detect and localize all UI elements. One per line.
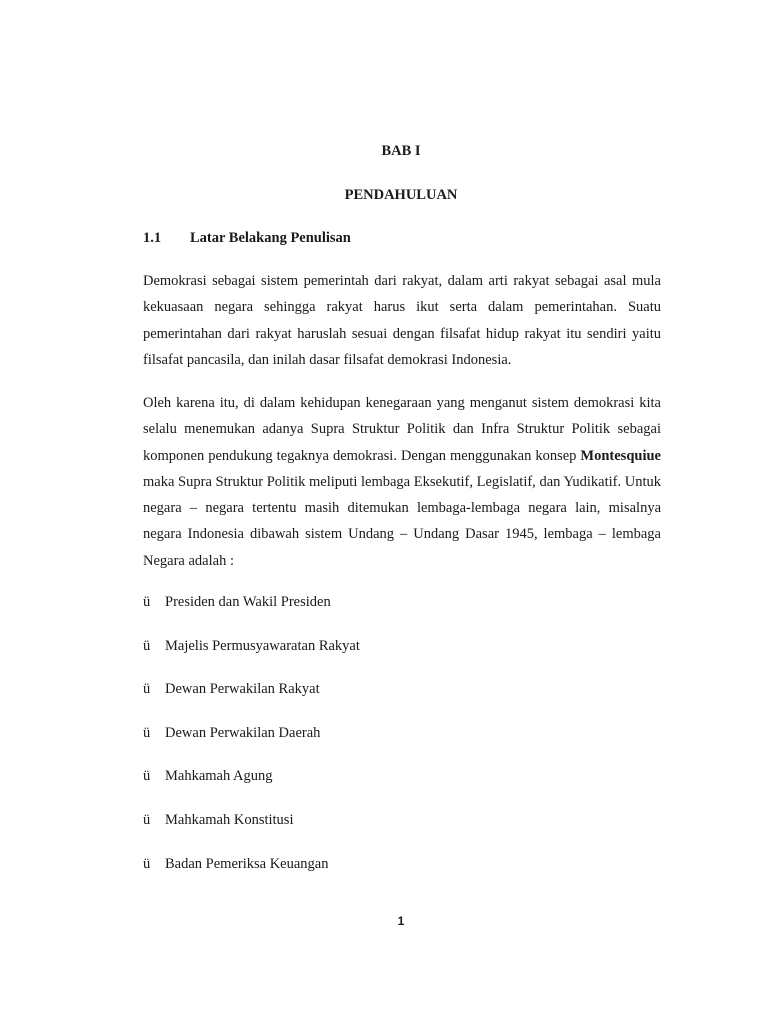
list-item-label: Badan Pemeriksa Keuangan: [165, 855, 329, 872]
checkmark-bullet-icon: ü: [143, 811, 151, 828]
paragraph-2-text-end: maka Supra Struktur Politik meliputi lembaga Eksekutif, Legislatif, dan Yudikatif. Untuk negara – negara tertentu masih ditemukan lembaga-lembaga negara lain, misalnya negara Indonesia dibawah sistem Undang – Undang Dasar 1945, lembaga – lembaga Negara adalah :: [143, 473, 661, 569]
list-item: [143, 765, 360, 809]
paragraph-2-bold-term: Montesquiue: [580, 447, 661, 464]
list-item: [143, 809, 360, 853]
chapter-title: PENDAHULUAN: [344, 187, 458, 203]
list-item-label: Mahkamah Konstitusi: [165, 811, 294, 828]
paragraph-1: Demokrasi sebagai sistem pemerintah dari rakyat, dalam arti rakyat sebagai asal mula kekuasaan negara sehingga rakyat harus ikut serta dalam pemerintahan. Suatu pemerintahan dari rakyat haruslah sesuai dengan filsafat hidup rakyat itu sendiri yaitu filsafat pancasila, dan inilah dasar filsafat demokrasi Indonesia.: [143, 273, 661, 368]
section-heading: [143, 230, 351, 247]
chapter-number: BAB I: [381, 143, 421, 159]
page-number: 1: [397, 914, 405, 928]
checkmark-bullet-icon: ü: [143, 637, 151, 654]
checkmark-bullet-icon: ü: [143, 681, 151, 698]
checkmark-bullet-icon: ü: [143, 724, 151, 741]
list-item: [143, 678, 360, 722]
list-item-label: Majelis Permusyawaratan Rakyat: [165, 637, 360, 654]
section-number: 1.1: [143, 230, 162, 246]
section-title: Latar Belakang Penulisan: [190, 230, 351, 246]
list-item: [143, 591, 360, 635]
institution-list: [143, 591, 360, 896]
list-item: [143, 635, 360, 679]
checkmark-bullet-icon: ü: [143, 594, 151, 610]
list-item: [143, 853, 360, 897]
checkmark-bullet-icon: ü: [143, 855, 151, 872]
paragraph-2: [143, 390, 661, 574]
list-item-label: Mahkamah Agung: [165, 768, 273, 785]
list-item-label: Presiden dan Wakil Presiden: [165, 594, 331, 610]
list-item: [143, 722, 360, 766]
list-item-label: Dewan Perwakilan Daerah: [165, 724, 321, 741]
list-item-label: Dewan Perwakilan Rakyat: [165, 681, 320, 698]
checkmark-bullet-icon: ü: [143, 768, 151, 785]
paragraph-2-text-start: Oleh karena itu, di dalam kehidupan kenegaraan yang menganut sistem demokrasi kita selalu menemukan adanya Supra Struktur Politik dan Infra Struktur Politik sebagai komponen pendukung tegaknya demokrasi. Dengan menggunakan konsep: [143, 395, 661, 464]
